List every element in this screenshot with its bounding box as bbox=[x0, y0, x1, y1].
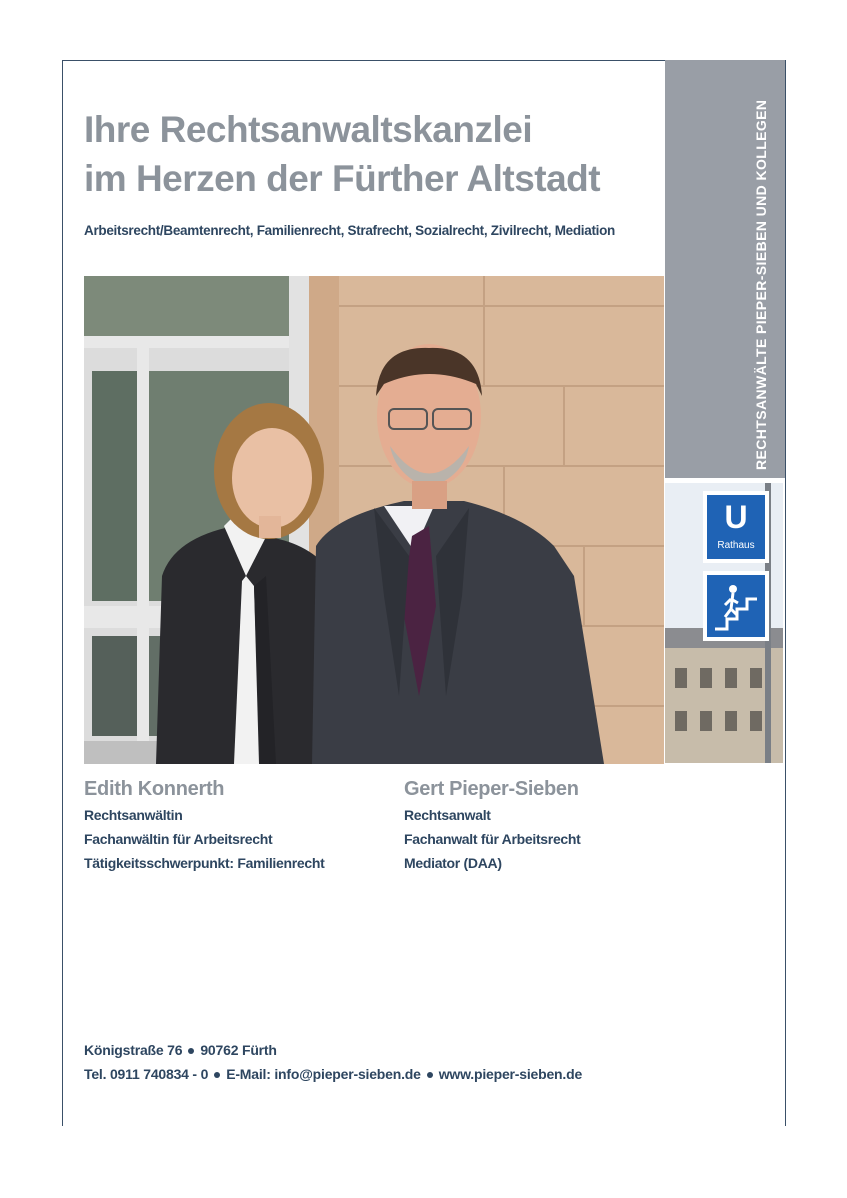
lawyer-title: Rechtsanwalt bbox=[404, 807, 491, 823]
contact-block bbox=[84, 1038, 582, 1086]
street: Königstraße 76 bbox=[84, 1042, 183, 1058]
headline-line-2: im Herzen der Fürther Altstadt bbox=[84, 158, 601, 199]
subway-u-letter: U bbox=[724, 499, 748, 535]
phone: Tel. 0911 740834 - 0 bbox=[84, 1066, 209, 1082]
lawyer-gert-pieper-sieben bbox=[404, 775, 581, 875]
lawyer-mediation: Mediator (DAA) bbox=[404, 855, 502, 871]
email-link[interactable]: E-Mail: info@pieper-sieben.de bbox=[226, 1066, 421, 1082]
subway-station-label: Rathaus bbox=[717, 540, 755, 551]
subway-sign-photo bbox=[665, 483, 783, 763]
separator-dot bbox=[188, 1048, 194, 1054]
page-headline bbox=[84, 105, 600, 203]
page-frame-right bbox=[785, 60, 786, 1126]
lawyers-photo bbox=[84, 276, 664, 764]
lawyer-name: Gert Pieper-Sieben bbox=[404, 778, 579, 800]
headline-line-1: Ihre Rechtsanwaltskanzlei bbox=[84, 109, 533, 150]
separator-dot bbox=[427, 1072, 433, 1078]
lawyer-specialty: Fachanwalt für Arbeitsrecht bbox=[404, 831, 581, 847]
separator-dot bbox=[214, 1072, 220, 1078]
lawyer-title: Rechtsanwältin bbox=[84, 807, 183, 823]
city: 90762 Fürth bbox=[200, 1042, 277, 1058]
practice-areas: Arbeitsrecht/Beamtenrecht, Familienrecht, Strafrecht, Sozialrecht, Zivilrecht, Mediation bbox=[84, 223, 615, 238]
page-frame-left bbox=[62, 60, 63, 1126]
lawyer-focus: Tätigkeitsschwerpunkt: Familienrecht bbox=[84, 855, 325, 871]
contact-line bbox=[84, 1062, 582, 1086]
website-link[interactable]: www.pieper-sieben.de bbox=[438, 1066, 583, 1082]
firm-name-vertical: RECHTSANWÄLTE PIEPER-SIEBEN UND KOLLEGEN bbox=[753, 99, 769, 470]
lawyer-specialty: Fachanwältin für Arbeitsrecht bbox=[84, 831, 273, 847]
lawyer-name: Edith Konnerth bbox=[84, 778, 225, 800]
address-line bbox=[84, 1038, 582, 1062]
lawyer-edith-konnerth bbox=[84, 775, 324, 875]
